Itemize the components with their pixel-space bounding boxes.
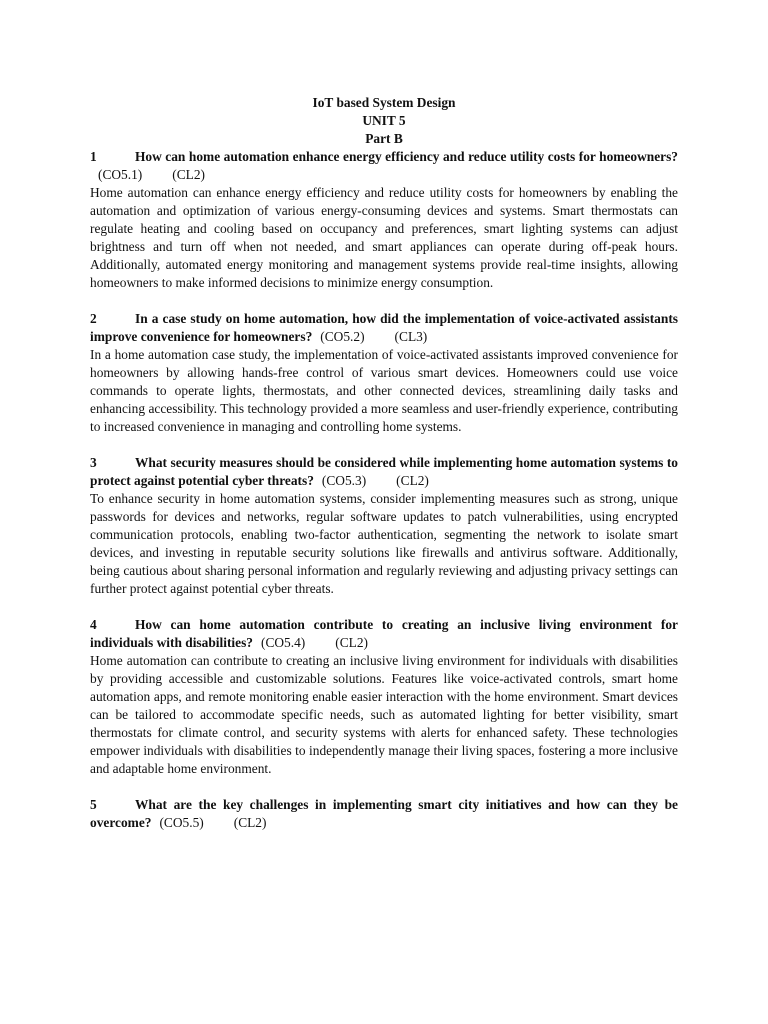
- question-number: 1: [90, 149, 97, 164]
- document-title: IoT based System Design: [312, 95, 456, 110]
- question-block-4: [90, 616, 678, 778]
- answer-text: In a home automation case study, the implementation of voice-activated assistants improved convenience for homeowners by allowing hands-free control of various smart devices. Homeowners could use voice commands to operate lights, thermostats, and other connected devices, streamlining daily tasks and enhancing accessibility. This technology provided a more seamless and user-friendly experience, contributing to increased convenience in managing and controlling home systems.: [90, 347, 678, 434]
- unit-label: UNIT 5: [362, 113, 406, 128]
- cognitive-level-tag: (CL2): [335, 635, 368, 650]
- question-block-5: [90, 796, 678, 832]
- question-block-3: [90, 454, 678, 598]
- course-outcome-tag: (CO5.4): [260, 635, 306, 650]
- question-heading: [90, 310, 678, 346]
- question-heading: [90, 616, 678, 652]
- question-block-1: [90, 148, 678, 292]
- course-outcome-tag: (CO5.3): [321, 473, 367, 488]
- question-number: 2: [90, 311, 97, 326]
- question-number: 4: [90, 617, 97, 632]
- question-block-2: [90, 310, 678, 436]
- question-text: How can home automation contribute to creating an inclusive living environment for individuals with disabilities?: [90, 617, 678, 650]
- question-heading: [90, 454, 678, 490]
- cognitive-level-tag: (CL2): [396, 473, 429, 488]
- cognitive-level-tag: (CL2): [172, 167, 205, 182]
- question-heading: [90, 796, 678, 832]
- cognitive-level-tag: (CL3): [394, 329, 428, 344]
- cognitive-level-tag: (CL2): [233, 815, 267, 830]
- question-text: How can home automation enhance energy efficiency and reduce utility costs for homeowners?: [135, 149, 678, 164]
- course-outcome-tag: (CO5.5): [159, 815, 204, 830]
- question-heading: [90, 148, 678, 184]
- question-number: 3: [90, 455, 97, 470]
- answer-text: Home automation can enhance energy efficiency and reduce utility costs for homeowners by enabling the automation and optimization of various energy-consuming devices and systems. Smart thermostats can regulate heating and cooling based on occupancy and preferences, smart lighting systems can adjust brightness and turn off when not needed, and smart appliances can operate during off-peak hours. Additionally, automated energy monitoring and management systems provide real-time insights, allowing homeowners to make informed decisions to minimize energy consumption.: [90, 185, 678, 290]
- question-text: What security measures should be considered while implementing home automation systems to protect against potential cyber threats?: [90, 455, 678, 488]
- course-outcome-tag: (CO5.2): [320, 329, 365, 344]
- course-outcome-tag: (CO5.1): [98, 167, 143, 182]
- question-number: 5: [90, 797, 97, 812]
- question-text: What are the key challenges in implementing smart city initiatives and how can they be overcome?: [90, 797, 678, 830]
- answer-text: Home automation can contribute to creating an inclusive living environment for individuals with disabilities by providing accessible and customizable solutions. Features like voice-activated controls, smart home automation apps, and remote monitoring enable easier interaction with the home environment. Smart devices can be tailored to accommodate specific needs, such as automated lighting for better visibility, smart thermostats for climate control, and security systems with alerts for enhanced safety. These technologies empower individuals with disabilities to independently manage their living spaces, fostering a more inclusive and adaptable home environment.: [90, 653, 678, 776]
- answer-text: To enhance security in home automation systems, consider implementing measures such as strong, unique passwords for devices and networks, regular software updates to patch vulnerabilities, using encrypted communication protocols, enabling two-factor authentication, segmenting the network to isolate smart devices, and investing in reputable security solutions like firewalls and antivirus software. Additionally, being cautious about sharing personal information and regularly reviewing and adjusting privacy settings can further protect against potential cyber threats.: [90, 491, 678, 596]
- document-header: [90, 94, 678, 148]
- part-label: Part B: [365, 131, 403, 146]
- question-text: In a case study on home automation, how did the implementation of voice-activated assistants improve convenience for homeowners?: [90, 311, 678, 344]
